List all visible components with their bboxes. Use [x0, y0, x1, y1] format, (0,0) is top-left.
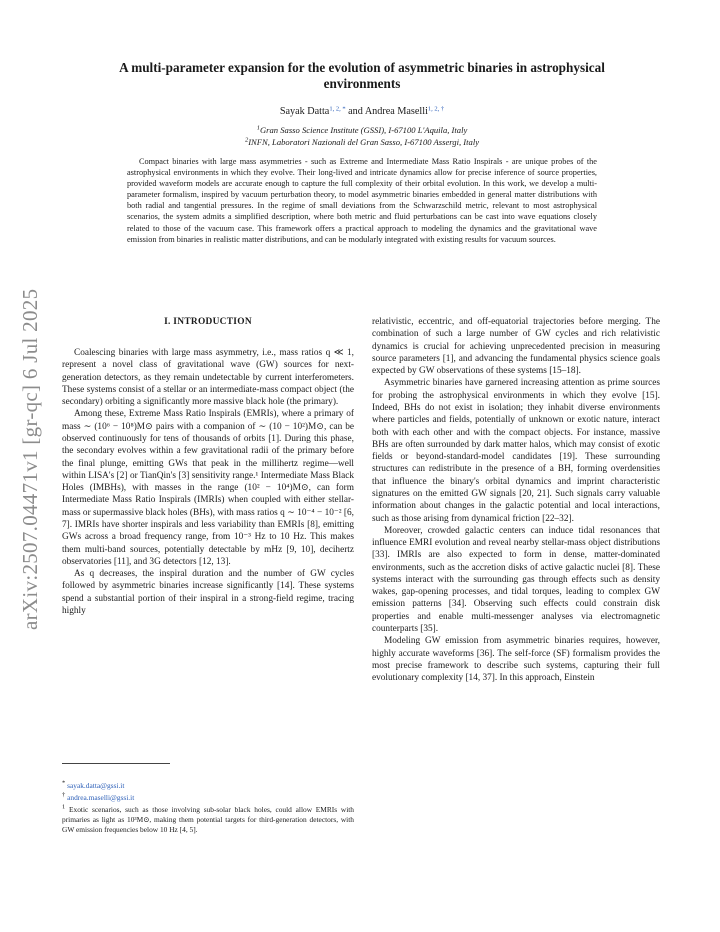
author-name: Andrea Maselli: [364, 106, 428, 117]
footnote-divider: [62, 763, 170, 764]
body-paragraph: Among these, Extreme Mass Ratio Inspirals (EMRIs), where a primary of mass ∼ (10⁶ − 10⁸)M⊙ pairs with a companion of ∼ (10 − 10²)M⊙, can be observed continuously for tens of thousands of orbits [1]. During this phase, the secondary evolves within a few gravitational radii of the primary before the final plunge, emitting GWs that peak in the millihertz regime—well within LISA's [2] or TianQin's [3] sensitivity range.¹ Intermediate Mass Black Holes (IMBHs), with masses in the range (10² − 10⁴)M⊙, can form Intermediate Mass Ratio Inspirals (IMRIs) when coupled with either stellar-mass or supermassive black holes (BHs), with mass ratios q ∼ 10⁻⁴ − 10⁻² [6, 7]. IMRIs have shorter inspirals and less variability than EMRIs [8], emitting GWs across a broad frequency range, from 10⁻³ Hz to 10 Hz. This makes them multi-band sources, potentially detectable by mHz [9, 10], decihertz observatories [11], and 3G detectors [12, 13].: [62, 409, 354, 567]
body-paragraph: Modeling GW emission from asymmetric binaries requires, however, highly accurate waveforms [36]. The self-force (SF) formalism provides the most precise framework to describe such systems, capturing their full evolutionary complexity [14, 37]. In this approach, Einstein: [372, 636, 660, 684]
title-line-1: A multi-parameter expansion for the evolution of asymmetric binaries in astrophysical: [119, 60, 605, 75]
paper-title: [62, 60, 662, 92]
affiliation: [62, 124, 662, 136]
footnote-text: Exotic scenarios, such as those involving sub-solar black holes, could allow EMRIs with primaries as light as 10³M⊙, making them potential targets for third-generation detectors, with GW emission frequencies below 10 Hz [4, 5].: [62, 805, 354, 834]
footnotes: [62, 781, 354, 837]
footnote: [62, 805, 354, 835]
author-affiliation-mark[interactable]: 1, 2, †: [427, 105, 445, 113]
body-paragraph: Coalescing binaries with large mass asymmetry, i.e., mass ratios q ≪ 1, represent a novel class of gravitational wave (GW) sources for next-generation detectors, as they remain undetectable by current interferometers. These systems consist of a stellar or an intermediate-mass compact object (the secondary) orbiting a significantly more massive black hole (the primary).: [62, 348, 354, 408]
body-paragraph: As q decreases, the inspiral duration and the number of GW cycles followed by asymmetric binaries increase significantly [14]. These systems spend a substantial portion of their inspiral in a strong-field regime, tracing highly: [62, 569, 354, 616]
affiliation: [62, 136, 662, 148]
footnote-mark: †: [62, 791, 66, 799]
footnote: [62, 793, 354, 803]
email-link[interactable]: sayak.datta@gssi.it: [67, 781, 125, 790]
author-list: [62, 106, 662, 117]
title-line-2: environments: [323, 76, 401, 91]
body-paragraph: relativistic, eccentric, and off-equatorial trajectories before merging. The combination of such a large number of GW cycles and rich relativistic dynamics is crucial for achieving unprecedented precision in measuring source parameters [1], and advancing the fundamental physics science goals expected by GW observations of these systems [15–18].: [372, 317, 660, 377]
affiliation-mark: 1: [256, 124, 260, 132]
abstract: Compact binaries with large mass asymmetries - such as Extreme and Intermediate Mass Ratio Inspirals - are unique probes of the astrophysical environments in which they evolve. Their long-lived and intricate dynamics allow for precise inference of source properties, provided waveform models are accurate enough to capture the full complexity of their orbital evolution. In this work, we develop a multi-parameter formalism, inspired by vacuum perturbation theory, to model asymmetric binaries embedded in general matter distributions with both radial and tangential pressures. In the regime of small deviations from the Schwarzschild metric, relevant to most astrophysical scenarios, the system admits a simplified description, where both metric and fluid perturbations can be cast into wave equations closely related to those of the vacuum case. This framework offers a practical approach to modeling the dynamics and the gravitational wave emission from binaries in realistic matter distributions, and can be modularly integrated with existing results for vacuum sources.: [127, 157, 597, 244]
author-affiliation-mark[interactable]: 1, 2, *: [329, 105, 346, 113]
affiliation-text: INFN, Laboratori Nazionali del Gran Sasso, I-67100 Assergi, Italy: [248, 137, 480, 147]
left-column: [62, 347, 354, 617]
footnote-mark: *: [62, 779, 66, 787]
author-name: Sayak Datta: [279, 106, 330, 117]
footnote-mark: 1: [62, 803, 66, 811]
email-link[interactable]: andrea.maselli@gssi.it: [67, 793, 135, 802]
affiliation-text: Gran Sasso Science Institute (GSSI), I-67100 L'Aquila, Italy: [259, 125, 468, 135]
footnote: [62, 781, 354, 791]
affiliation-mark: 2: [244, 136, 249, 144]
body-paragraph: Moreover, crowded galactic centers can induce tidal resonances that influence EMRI evolution and reveal nearby stellar-mass object distributions [33]. IMRIs are also expected to form in dense, matter-dominated environments, such as the accretion disks of active galactic nuclei [8]. These systems interact with the surrounding gas through effects such as density wakes, gap-opening processes, and tidal torques, leading to complex GW emission patterns [34]. Observing such effects could constrain disk properties and enable multi-messenger analyses via electromagnetic counterparts [35].: [372, 525, 660, 635]
right-column: [372, 316, 660, 684]
section-heading: I. INTRODUCTION: [164, 317, 252, 327]
arxiv-identifier[interactable]: arXiv:2507.04471v1 [gr-qc] 6 Jul 2025: [18, 288, 42, 630]
body-paragraph: Asymmetric binaries have garnered increasing attention as prime sources for probing the astrophysical environments in which they evolve [15]. Indeed, BHs do not exist in isolation; they inhabit diverse environments where particles and fields, potentially of unknown or exotic nature, interact both with each other and with the compact objects. For instance, massive BHs are often surrounded by dark matter halos, which may consist of exotic fields or beyond-standard-model candidates [19]. These surrounding structures can redistribute in the presence of a BH, forming overdensities that influence the binary's orbital dynamics and imprint characteristic signatures on the emitted GW signals [20, 21]. Such signals carry valuable information about changes in the galactic potential and local interactions, such as those arising from dynamical friction [22–32].: [372, 378, 660, 524]
author-conjunction: and: [348, 106, 363, 117]
